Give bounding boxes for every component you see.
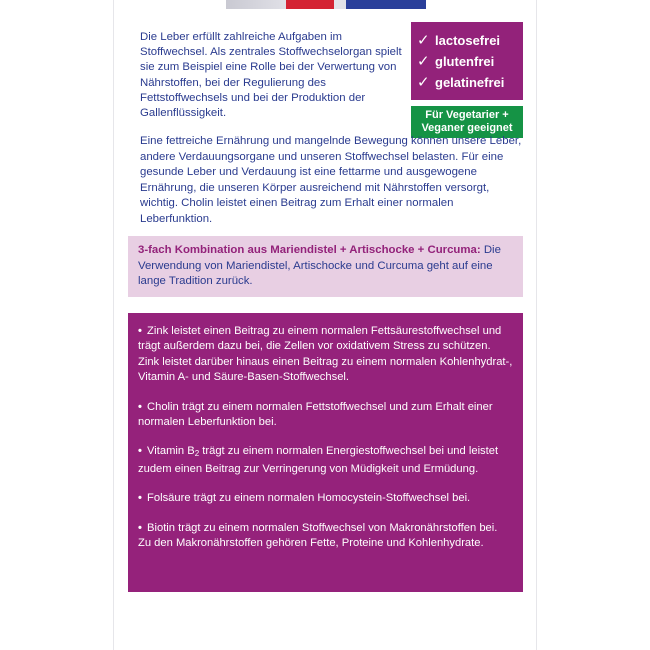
check-icon: ✓ [417, 52, 430, 70]
bullet-icon: • [138, 445, 142, 458]
badge-row-gelatine [417, 72, 523, 93]
intro-paragraph: Die Leber erfüllt zahlreiche Aufgaben im Stoffwechsel. Als zentrales Stoffwechselorgan spielt sie zum Beispiel eine Rolle bei der Verwertung von Nährstoffen, bei der Regulierung des Fettstoffwechsels und bei der Produktion der Gallenflüssigkeit. [140, 31, 402, 120]
claim-folsaeure [138, 491, 513, 506]
claim-text-rest: trägt zu einem normalen Energiestoffwechsel bei und leistet zudem einen Beitrag zur Verringerung von Müdigkeit und Ermüdung. [138, 445, 499, 475]
bullet-icon: • [138, 492, 142, 505]
claim-text: Zink leistet einen Beitrag zu einem normalen Fettsäurestoffwechsel und trägt außerdem dazu bei, die Zellen vor oxidativem Stress zu schützen. Zink leistet darüber hinaus einen Beitrag zu einem normalen Kohlenhydrat-, Vitamin A- und Säure-Basen-Stoffwechsel. [138, 325, 513, 384]
top-flap-red-stripe [286, 0, 334, 9]
claim-text: Biotin trägt zu einem normalen Stoffwechsel von Makronährstoffen bei. Zu den Makronährstoffen gehören Fette, Proteine und Kohlenhydrate. [138, 521, 498, 550]
badge-label: glutenfrei [435, 53, 495, 69]
claim-text-prefix: Vitamin B [147, 445, 195, 458]
bullet-icon: • [138, 325, 142, 337]
vegan-badge: Für Vegetarier + Veganer geeignet [411, 106, 523, 138]
combination-heading: 3-fach Kombination aus Mariendistel + Artischocke + Curcuma: [138, 244, 481, 256]
top-flap-blue-stripe [346, 0, 426, 9]
claim-zink [138, 324, 513, 386]
claim-biotin [138, 521, 513, 552]
badge-label: lactosefrei [435, 32, 501, 48]
claim-vitamin-b2 [138, 444, 513, 477]
check-icon: ✓ [417, 31, 430, 49]
claim-cholin [138, 400, 513, 431]
badge-row-lactose [417, 30, 523, 51]
badge-row-gluten [417, 51, 523, 72]
combination-box [128, 236, 523, 297]
bullet-icon: • [138, 521, 142, 534]
combination-text: Die Verwendung von Mariendistel, Artischocke und Curcuma geht auf eine lange Tradition zurück. [138, 244, 501, 287]
badge-label: gelatinefrei [435, 74, 505, 90]
diet-paragraph: Eine fettreiche Ernährung und mangelnde Bewegung können unsere Leber, andere Verdauungsorgane und unseren Stoffwechsel belasten. Für eine gesunde Leber und Verdauung ist eine fettarme und ausgewogene Ernährung, die unseren Körper ausreichend mit Nährstoffen versorgt, wichtig. Cholin leistet einen Beitrag zum Erhalt einer normalen Leberfunktion. [140, 135, 522, 225]
claim-text: Cholin trägt zu einem normalen Fettstoffwechsel und zum Erhalt einer normalen Leberfunktion bei. [138, 400, 493, 429]
health-claims-box [128, 313, 523, 592]
claim-text: Folsäure trägt zu einem normalen Homocystein-Stoffwechsel bei. [147, 492, 471, 505]
package-top-flap [226, 0, 426, 9]
check-icon: ✓ [417, 73, 430, 91]
free-from-badge [411, 22, 523, 100]
claim-subscript: 2 [194, 449, 200, 459]
bullet-icon: • [138, 400, 142, 413]
